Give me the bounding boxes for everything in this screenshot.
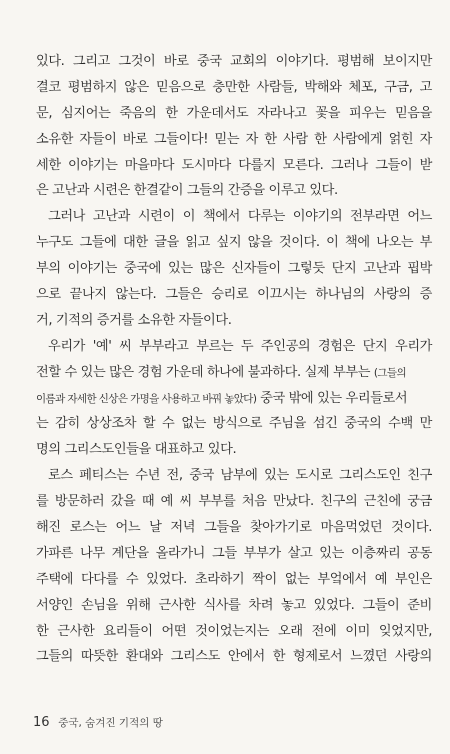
text-line: 주택에 다다를 수 있었다. 초라하기 짝이 없는 부엌에서 예 부인은 [36, 571, 432, 587]
parenthetical-note: 이름과 자세한 신상은 가명을 사용하고 바꿔 놓았다) [36, 392, 257, 405]
text-line: 세한 이야기는 마을마다 도시마다 다를지 모른다. 그러나 그들이 받 [36, 157, 432, 173]
running-title: 중국, 숨겨진 기적의 땅 [58, 717, 163, 729]
text-line: 소유한 자들이 바로 그들이다! 믿는 자 한 사람 한 사람에게 얽힌 자 [36, 131, 432, 147]
page-footer [33, 712, 163, 732]
text-line: 있다. 그리고 그것이 바로 중국 교회의 이야기다. 평범해 보이지만 [36, 54, 432, 69]
text-line: 해진 로스는 어느 날 저녁 그들을 찾아가기로 마음먹었던 것이다. [36, 520, 432, 536]
text-line: 거, 기적의 증거를 소유한 자들이다. [36, 312, 232, 328]
parenthetical-note: (그들의 [373, 366, 406, 379]
text-line: 는 감히 상상조차 할 수 없는 방식으로 주님을 섬긴 중국의 수백 만 [36, 416, 432, 432]
text-line: 가파른 나무 계단을 올라가니 그들 부부가 살고 있는 이층짜리 공동 [36, 545, 432, 561]
page-number: 16 [33, 715, 50, 730]
text-line: 명의 그리스도인들을 대표하고 있다. [36, 442, 237, 458]
text-line: 그러나 고난과 시련이 이 책에서 다루는 이야기의 전부라면 어느 [48, 209, 432, 225]
text-span: 중국 밖에 있는 우리들로서 [260, 390, 408, 406]
text-line: 으로 끝나지 않는다. 그들은 승리로 이끄시는 하나님의 사랑의 증 [36, 287, 432, 303]
text-line: 결코 평범하지 않은 믿음으로 충만한 사람들, 박해와 체포, 구금, 고 [36, 79, 432, 95]
text-line: 우리가 '예' 씨 부부라고 부르는 두 주인공의 경험은 단지 우리가 [48, 338, 432, 354]
body-text [36, 49, 432, 670]
text-line: 부의 이야기는 중국에 있는 많은 신자들이 그렇듯 단지 고난과 핍박 [36, 261, 432, 277]
text-line: 로스 페티스는 수년 전, 중국 남부에 있는 도시로 그리스도인 친구 [48, 468, 432, 484]
text-line: 서양인 손님을 위해 근사한 식사를 차려 놓고 있었다. 그들이 준비 [36, 597, 432, 613]
text-line: 한 근사한 요리들이 어떤 것이었는지는 오래 전에 이미 잊었지만, [36, 623, 432, 639]
text-line: 누구도 그들에 대한 글을 읽고 싶지 않을 것이다. 이 책에 나오는 부 [36, 235, 432, 251]
text-line [36, 360, 432, 386]
text-line: 문, 심지어는 죽음의 한 가운데서도 자라나고 꽃을 피우는 믿음을 [36, 105, 432, 121]
text-span: 전할 수 있는 많은 경험 가운데 하나에 불과하다. 실제 부부는 [36, 364, 371, 380]
text-line [36, 386, 432, 412]
text-line: 를 방문하러 갔을 때 예 씨 부부를 처음 만났다. 친구의 근친에 궁금 [36, 494, 432, 510]
text-line: 그들의 따뜻한 환대와 그리스도 안에서 한 형제로서 느꼈던 사랑의 [36, 649, 432, 665]
text-line: 은 고난과 시련은 한결같이 그들의 간증을 이루고 있다. [36, 183, 338, 199]
